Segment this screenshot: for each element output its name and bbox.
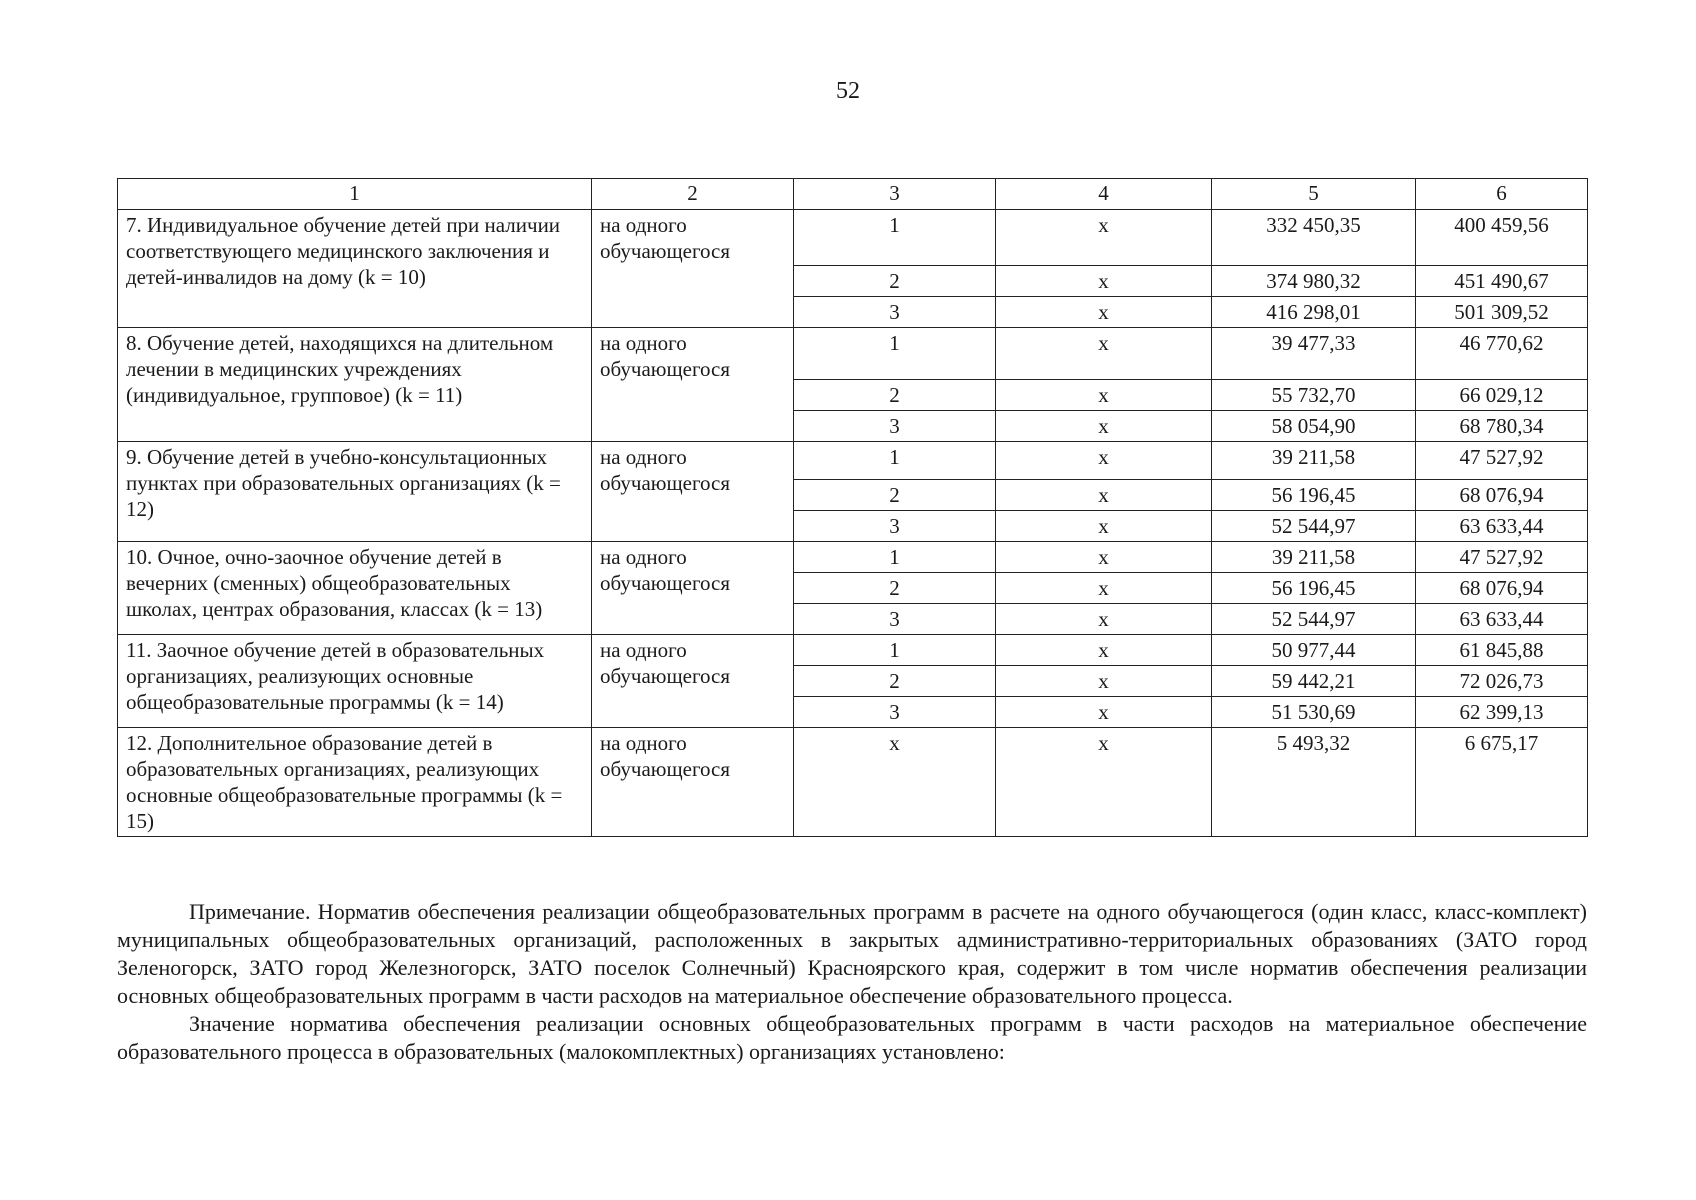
cell-c4: х <box>996 328 1212 380</box>
cell-c5: 5 493,32 <box>1212 728 1416 837</box>
row-group-name: 12. Дополнительное образование детей в образовательных организациях, реализующих основные общеобразовательные программы (k = 15) <box>118 728 592 837</box>
cell-c4: х <box>996 210 1212 266</box>
table-row <box>118 542 1588 573</box>
column-header-3: 3 <box>794 179 996 210</box>
column-header-6: 6 <box>1416 179 1588 210</box>
cell-c6: 6 675,17 <box>1416 728 1588 837</box>
cell-c5: 39 477,33 <box>1212 328 1416 380</box>
column-header-5: 5 <box>1212 179 1416 210</box>
cell-c4: х <box>996 604 1212 635</box>
cell-c3: 2 <box>794 380 996 411</box>
cell-c6: 72 026,73 <box>1416 666 1588 697</box>
note-block <box>117 898 1587 1066</box>
table-body <box>118 210 1588 837</box>
row-group-unit: на одного обучающегося <box>592 328 794 442</box>
row-group-name: 7. Индивидуальное обучение детей при наличии соответствующего медицинского заключения и детей-инвалидов на дому (k = 10) <box>118 210 592 328</box>
row-group-name: 8. Обучение детей, находящихся на длительном лечении в медицинских учреждениях (индивидуальное, групповое) (k = 11) <box>118 328 592 442</box>
cell-c5: 39 211,58 <box>1212 542 1416 573</box>
row-group-unit: на одного обучающегося <box>592 442 794 542</box>
table-row <box>118 210 1588 266</box>
cell-c4: х <box>996 266 1212 297</box>
cell-c5: 51 530,69 <box>1212 697 1416 728</box>
row-group-unit: на одного обучающегося <box>592 635 794 728</box>
cell-c4: х <box>996 411 1212 442</box>
cell-c3: 1 <box>794 542 996 573</box>
page-number: 52 <box>836 78 860 104</box>
column-header-1: 1 <box>118 179 592 210</box>
cell-c6: 451 490,67 <box>1416 266 1588 297</box>
cell-c6: 62 399,13 <box>1416 697 1588 728</box>
cell-c5: 56 196,45 <box>1212 573 1416 604</box>
header-row <box>118 179 1588 210</box>
note-paragraph-2: Значение норматива обеспечения реализации основных общеобразовательных программ в части расходов на материальное обеспечение образовательного процесса в образовательных (малокомплектных) организациях установлено: <box>117 1011 1587 1064</box>
cell-c5: 55 732,70 <box>1212 380 1416 411</box>
row-group-name: 9. Обучение детей в учебно-консультационных пунктах при образовательных организациях (k = 12) <box>118 442 592 542</box>
cell-c6: 68 780,34 <box>1416 411 1588 442</box>
row-group-unit: на одного обучающегося <box>592 728 794 837</box>
cell-c5: 58 054,90 <box>1212 411 1416 442</box>
cell-c4: х <box>996 542 1212 573</box>
cell-c3: 3 <box>794 297 996 328</box>
table-header <box>118 179 1588 210</box>
cell-c3: 2 <box>794 266 996 297</box>
cell-c5: 416 298,01 <box>1212 297 1416 328</box>
table-row <box>118 328 1588 380</box>
cell-c3: 1 <box>794 328 996 380</box>
cell-c3: 3 <box>794 411 996 442</box>
cell-c6: 68 076,94 <box>1416 480 1588 511</box>
cell-c6: 47 527,92 <box>1416 542 1588 573</box>
cell-c5: 52 544,97 <box>1212 511 1416 542</box>
cell-c6: 63 633,44 <box>1416 604 1588 635</box>
cell-c4: х <box>996 511 1212 542</box>
cell-c6: 61 845,88 <box>1416 635 1588 666</box>
cell-c6: 68 076,94 <box>1416 573 1588 604</box>
cell-c6: 46 770,62 <box>1416 328 1588 380</box>
cell-c6: 47 527,92 <box>1416 442 1588 480</box>
cell-c6: 66 029,12 <box>1416 380 1588 411</box>
cell-c4: х <box>996 380 1212 411</box>
cell-c3: х <box>794 728 996 837</box>
table-row <box>118 728 1588 837</box>
cell-c5: 332 450,35 <box>1212 210 1416 266</box>
cell-c6: 400 459,56 <box>1416 210 1588 266</box>
normative-table <box>117 178 1588 837</box>
cell-c3: 3 <box>794 511 996 542</box>
cell-c5: 59 442,21 <box>1212 666 1416 697</box>
cell-c4: х <box>996 297 1212 328</box>
cell-c3: 1 <box>794 635 996 666</box>
cell-c3: 3 <box>794 604 996 635</box>
cell-c4: х <box>996 666 1212 697</box>
cell-c5: 39 211,58 <box>1212 442 1416 480</box>
note-paragraph-1: Примечание. Норматив обеспечения реализации общеобразовательных программ в расчете на одного обучающегося (один класс, класс-комплект) муниципальных общеобразовательных организаций, расположенных в закрытых административно-территориальных образованиях (ЗАТО город Зеленогорск, ЗАТО город Железногорск, ЗАТО поселок Солнечный) Красноярского края, содержит в том числе норматив обеспечения реализации основных общеобразовательных программ в части расходов на материальное обеспечение образовательного процесса. <box>117 899 1587 1008</box>
table-row <box>118 442 1588 480</box>
cell-c5: 56 196,45 <box>1212 480 1416 511</box>
column-header-4: 4 <box>996 179 1212 210</box>
cell-c3: 1 <box>794 442 996 480</box>
cell-c3: 3 <box>794 697 996 728</box>
cell-c3: 2 <box>794 666 996 697</box>
row-group-name: 11. Заочное обучение детей в образовательных организациях, реализующих основные общеобразовательные программы (k = 14) <box>118 635 592 728</box>
cell-c4: х <box>996 728 1212 837</box>
table-row <box>118 635 1588 666</box>
cell-c4: х <box>996 480 1212 511</box>
cell-c4: х <box>996 442 1212 480</box>
cell-c5: 374 980,32 <box>1212 266 1416 297</box>
column-header-2: 2 <box>592 179 794 210</box>
cell-c6: 63 633,44 <box>1416 511 1588 542</box>
cell-c5: 50 977,44 <box>1212 635 1416 666</box>
cell-c3: 1 <box>794 210 996 266</box>
cell-c6: 501 309,52 <box>1416 297 1588 328</box>
cell-c4: х <box>996 697 1212 728</box>
cell-c4: х <box>996 573 1212 604</box>
cell-c3: 2 <box>794 573 996 604</box>
row-group-unit: на одного обучающегося <box>592 210 794 328</box>
row-group-unit: на одного обучающегося <box>592 542 794 635</box>
cell-c5: 52 544,97 <box>1212 604 1416 635</box>
cell-c3: 2 <box>794 480 996 511</box>
cell-c4: х <box>996 635 1212 666</box>
row-group-name: 10. Очное, очно-заочное обучение детей в вечерних (сменных) общеобразовательных школах, центрах образования, классах (k = 13) <box>118 542 592 635</box>
